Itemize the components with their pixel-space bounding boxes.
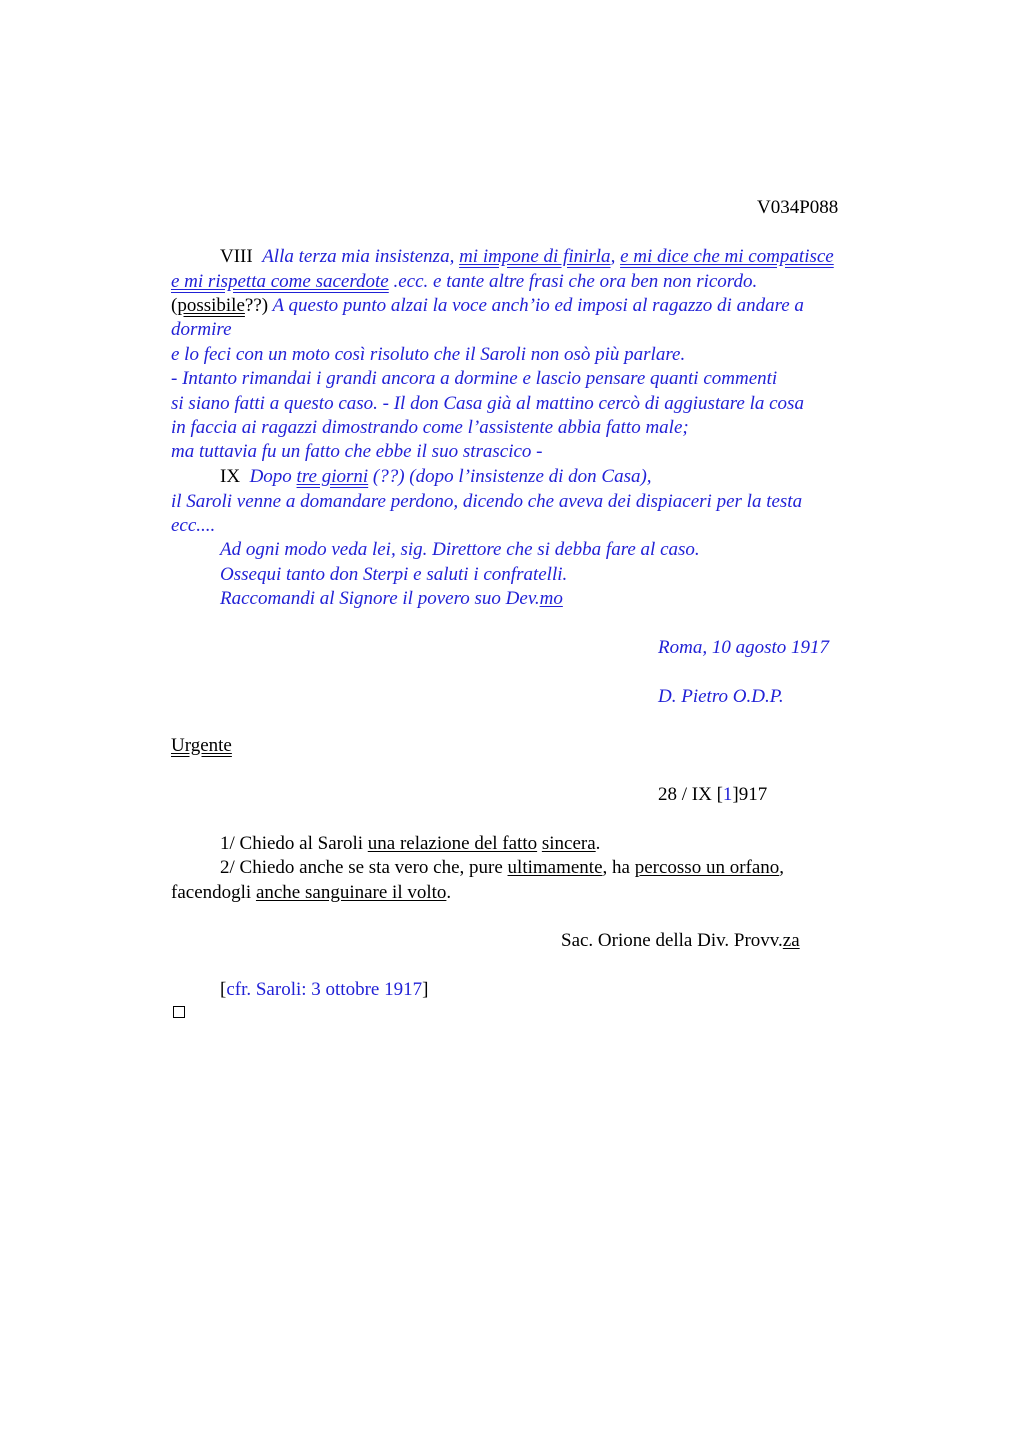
ix-line-3: ecc.... xyxy=(171,515,216,536)
viii-line-7: si siano fatti a questo caso. - Il don Casa già al mattino cercò di aggiustare la cosa xyxy=(171,393,804,414)
ix-line-6: Raccomandi al Signore il povero suo Dev.mo xyxy=(220,588,563,609)
item-2: 2/ Chiedo anche se sta vero che, pure ultimamente, ha percosso un orfano, xyxy=(220,857,785,878)
place-date: Roma, 10 agosto 1917 xyxy=(658,637,829,658)
end-square-marker xyxy=(173,1006,185,1018)
viii-line-1: VIII Alla terza mia insistenza, mi impone di finirla, e mi dice che mi compatisce xyxy=(220,246,834,267)
viii-line-2: e mi rispetta come sacerdote .ecc. e tante altre frasi che ora ben non ricordo. xyxy=(171,271,758,292)
item-2-continued: facendogli anche sanguinare il volto. xyxy=(171,882,452,903)
ix-line-2: il Saroli venne a domandare perdono, dicendo che aveva dei dispiaceri per la testa xyxy=(171,491,803,512)
viii-line-6: - Intanto rimandai i grandi ancora a dormine e lascio pensare quanti commenti xyxy=(171,368,778,389)
viii-line-3: (possibile??) A questo punto alzai la voce anch’io ed imposi al ragazzo di andare a xyxy=(171,295,804,316)
viii-line-5: e lo feci con un moto così risoluto che il Saroli non osò più parlare. xyxy=(171,344,686,365)
urgent-label: Urgente xyxy=(171,735,232,756)
section-number-viii: VIII xyxy=(220,246,253,267)
ix-line-5: Ossequi tanto don Sterpi e saluti i confratelli. xyxy=(220,564,568,585)
item-1: 1/ Chiedo al Saroli una relazione del fatto sincera. xyxy=(220,833,601,854)
date-second: 28 / IX [1]917 xyxy=(658,784,768,805)
ix-line-1: IX Dopo tre giorni (??) (dopo l’insistenze di don Casa), xyxy=(220,466,652,487)
ix-line-4: Ad ogni modo veda lei, sig. Direttore che si debba fare al caso. xyxy=(220,539,700,560)
viii-line-4: dormire xyxy=(171,319,232,340)
document-id: V034P088 xyxy=(757,197,839,218)
viii-line-9: ma tuttavia fu un fatto che ebbe il suo strascico - xyxy=(171,441,543,462)
signature-pietro: D. Pietro O.D.P. xyxy=(658,686,784,707)
signature-orione: Sac. Orione della Div. Provv.za xyxy=(561,930,800,951)
section-number-ix: IX xyxy=(220,466,241,487)
viii-line-8: in faccia ai ragazzi dimostrando come l’assistente abbia fatto male; xyxy=(171,417,689,438)
cross-reference: [cfr. Saroli: 3 ottobre 1917] xyxy=(220,979,429,1000)
